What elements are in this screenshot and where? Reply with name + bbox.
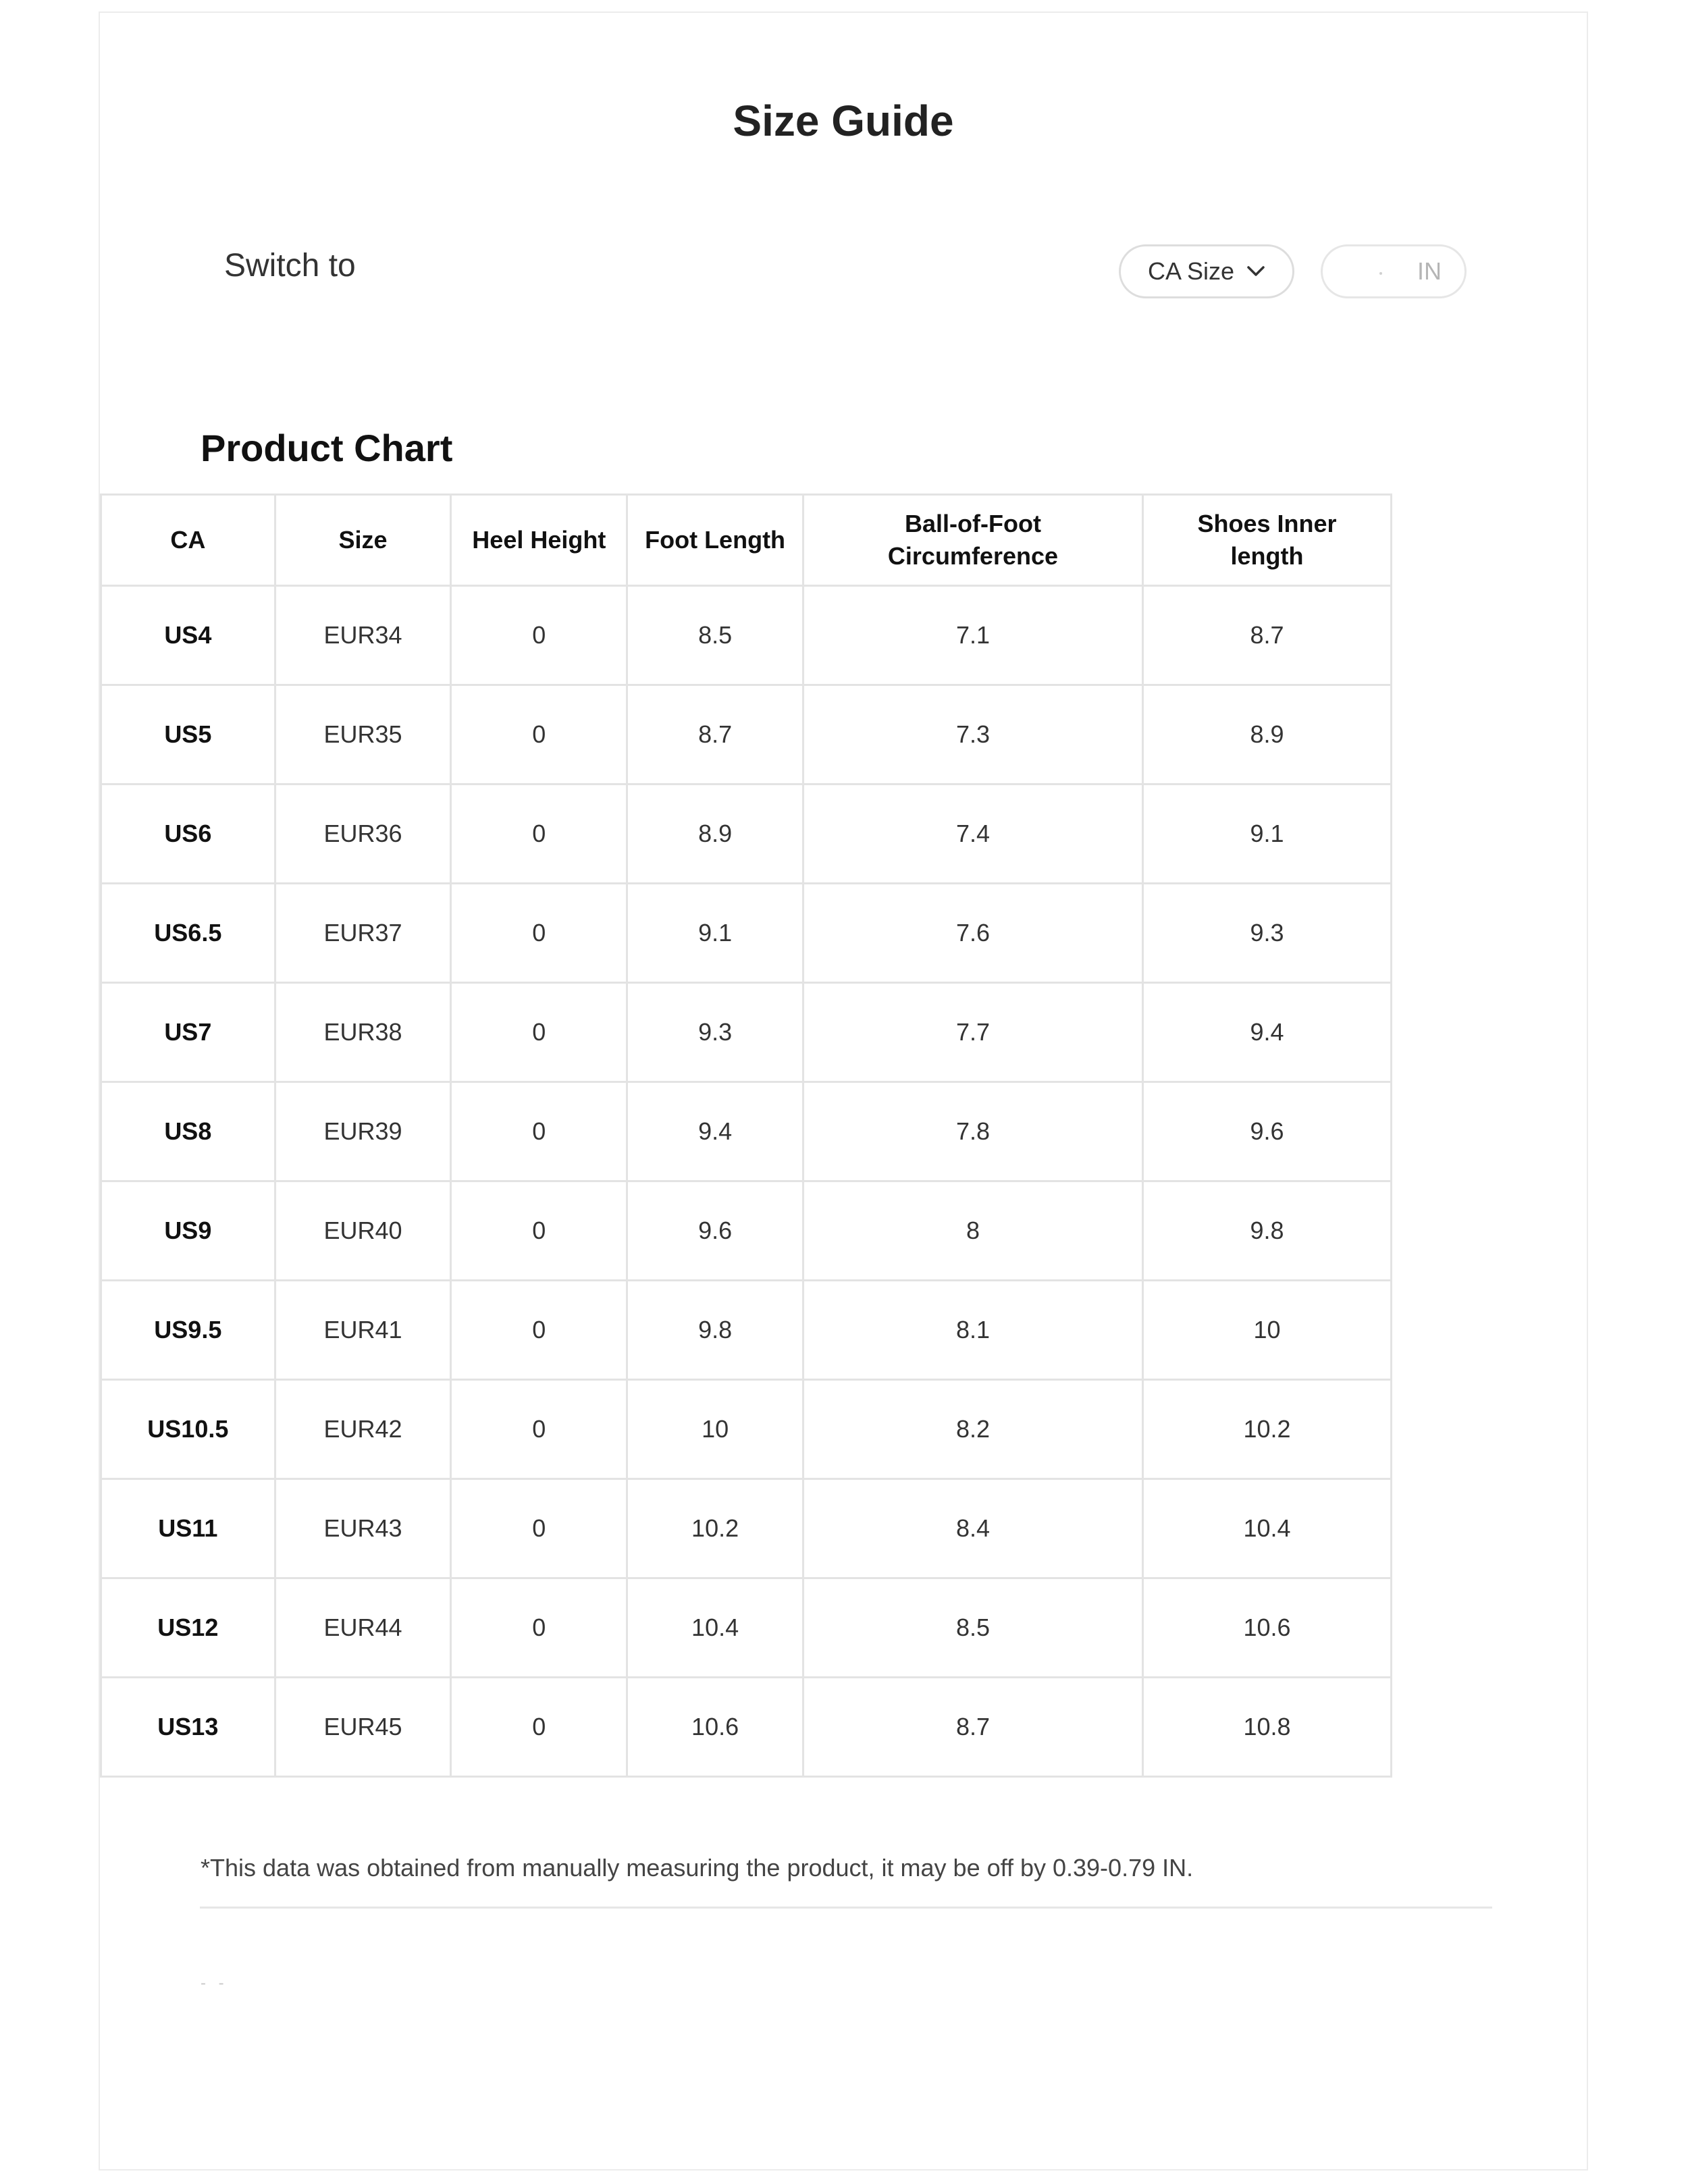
- cell-ca: US9: [101, 1181, 275, 1281]
- cell-heel-height: 0: [451, 1678, 627, 1777]
- cell-ball-of-foot: 7.3: [803, 685, 1142, 784]
- cell-foot-length: 8.9: [627, 784, 803, 884]
- cell-ball-of-foot: 7.8: [803, 1082, 1142, 1181]
- cell-ca: US9.5: [101, 1281, 275, 1380]
- cell-foot-length: 9.6: [627, 1181, 803, 1281]
- cell-ball-of-foot: 7.7: [803, 983, 1142, 1082]
- cell-foot-length: 10.2: [627, 1479, 803, 1578]
- cell-ball-of-foot: 8: [803, 1181, 1142, 1281]
- unit-toggle-knob: [1379, 272, 1382, 275]
- cell-ball-of-foot: 7.6: [803, 884, 1142, 983]
- cell-heel-height: 0: [451, 1281, 627, 1380]
- table-row: [101, 1678, 1392, 1777]
- cell-heel-height: 0: [451, 1578, 627, 1678]
- table-row: [101, 685, 1392, 784]
- cell-heel-height: 0: [451, 685, 627, 784]
- cell-foot-length: 9.3: [627, 983, 803, 1082]
- column-header-size: Size: [275, 495, 451, 586]
- cell-heel-height: 0: [451, 983, 627, 1082]
- cell-inner-length: 8.9: [1142, 685, 1391, 784]
- cell-size: EUR42: [275, 1380, 451, 1479]
- table-row: [101, 983, 1392, 1082]
- cell-foot-length: 9.8: [627, 1281, 803, 1380]
- table-header-row: [101, 495, 1392, 586]
- cell-heel-height: 0: [451, 784, 627, 884]
- cell-ball-of-foot: 8.4: [803, 1479, 1142, 1578]
- cell-foot-length: 9.1: [627, 884, 803, 983]
- product-chart-title: Product Chart: [201, 427, 453, 469]
- cell-ca: US6.5: [101, 884, 275, 983]
- cell-foot-length: 8.7: [627, 685, 803, 784]
- cell-heel-height: 0: [451, 884, 627, 983]
- cell-heel-height: 0: [451, 586, 627, 685]
- column-header-ball-of-foot: Ball-of-Foot Circumference: [803, 495, 1142, 586]
- section-divider: [200, 1907, 1492, 1909]
- cell-ca: US4: [101, 586, 275, 685]
- cell-ball-of-foot: 8.2: [803, 1380, 1142, 1479]
- cell-ball-of-foot: 8.5: [803, 1578, 1142, 1678]
- table-row: [101, 1082, 1392, 1181]
- table-row: [101, 1281, 1392, 1380]
- cell-inner-length: 9.8: [1142, 1181, 1391, 1281]
- faint-marks: - -: [201, 1974, 228, 1992]
- cell-size: EUR38: [275, 983, 451, 1082]
- cell-size: EUR45: [275, 1678, 451, 1777]
- cell-heel-height: 0: [451, 1181, 627, 1281]
- column-header-inner-length: Shoes Inner length: [1142, 495, 1391, 586]
- table-row: [101, 1479, 1392, 1578]
- cell-size: EUR41: [275, 1281, 451, 1380]
- cell-size: EUR36: [275, 784, 451, 884]
- table-row: [101, 1181, 1392, 1281]
- cell-ball-of-foot: 7.1: [803, 586, 1142, 685]
- cell-foot-length: 10.4: [627, 1578, 803, 1678]
- cell-ca: US5: [101, 685, 275, 784]
- cell-heel-height: 0: [451, 1479, 627, 1578]
- column-header-foot-length: Foot Length: [627, 495, 803, 586]
- cell-ca: US7: [101, 983, 275, 1082]
- cell-ca: US6: [101, 784, 275, 884]
- cell-inner-length: 9.1: [1142, 784, 1391, 884]
- cell-size: EUR39: [275, 1082, 451, 1181]
- size-table: [100, 494, 1392, 1778]
- table-row: [101, 586, 1392, 685]
- measurement-footnote: *This data was obtained from manually measuring the product, it may be off by 0.39-0.79 IN.: [201, 1854, 1194, 1882]
- cell-ca: US13: [101, 1678, 275, 1777]
- cell-size: EUR35: [275, 685, 451, 784]
- unit-toggle[interactable]: [1321, 244, 1467, 298]
- cell-inner-length: 10.4: [1142, 1479, 1391, 1578]
- cell-foot-length: 10.6: [627, 1678, 803, 1777]
- cell-ca: US10.5: [101, 1380, 275, 1479]
- cell-inner-length: 10.2: [1142, 1380, 1391, 1479]
- table-row: [101, 1380, 1392, 1479]
- cell-size: EUR40: [275, 1181, 451, 1281]
- cell-size: EUR44: [275, 1578, 451, 1678]
- cell-inner-length: 10.6: [1142, 1578, 1391, 1678]
- size-system-select[interactable]: [1119, 244, 1294, 298]
- cell-inner-length: 9.6: [1142, 1082, 1391, 1181]
- column-header-ca: CA: [101, 495, 275, 586]
- cell-size: EUR37: [275, 884, 451, 983]
- table-body: [101, 586, 1392, 1777]
- cell-inner-length: 9.3: [1142, 884, 1391, 983]
- cell-inner-length: 10: [1142, 1281, 1391, 1380]
- cell-inner-length: 8.7: [1142, 586, 1391, 685]
- table-row: [101, 884, 1392, 983]
- page-title: Size Guide: [733, 97, 954, 145]
- cell-heel-height: 0: [451, 1082, 627, 1181]
- unit-toggle-label: IN: [1417, 257, 1442, 285]
- cell-inner-length: 9.4: [1142, 983, 1391, 1082]
- switch-to-label: Switch to: [224, 248, 356, 284]
- table-row: [101, 1578, 1392, 1678]
- cell-ca: US8: [101, 1082, 275, 1181]
- size-system-select-value: CA Size: [1147, 257, 1235, 285]
- cell-ca: US12: [101, 1578, 275, 1678]
- cell-heel-height: 0: [451, 1380, 627, 1479]
- cell-ball-of-foot: 7.4: [803, 784, 1142, 884]
- cell-ball-of-foot: 8.1: [803, 1281, 1142, 1380]
- column-header-heel-height: Heel Height: [451, 495, 627, 586]
- cell-size: EUR34: [275, 586, 451, 685]
- cell-foot-length: 10: [627, 1380, 803, 1479]
- cell-size: EUR43: [275, 1479, 451, 1578]
- cell-ball-of-foot: 8.7: [803, 1678, 1142, 1777]
- cell-foot-length: 8.5: [627, 586, 803, 685]
- cell-ca: US11: [101, 1479, 275, 1578]
- cell-inner-length: 10.8: [1142, 1678, 1391, 1777]
- chevron-down-icon: [1246, 265, 1265, 277]
- cell-foot-length: 9.4: [627, 1082, 803, 1181]
- table-row: [101, 784, 1392, 884]
